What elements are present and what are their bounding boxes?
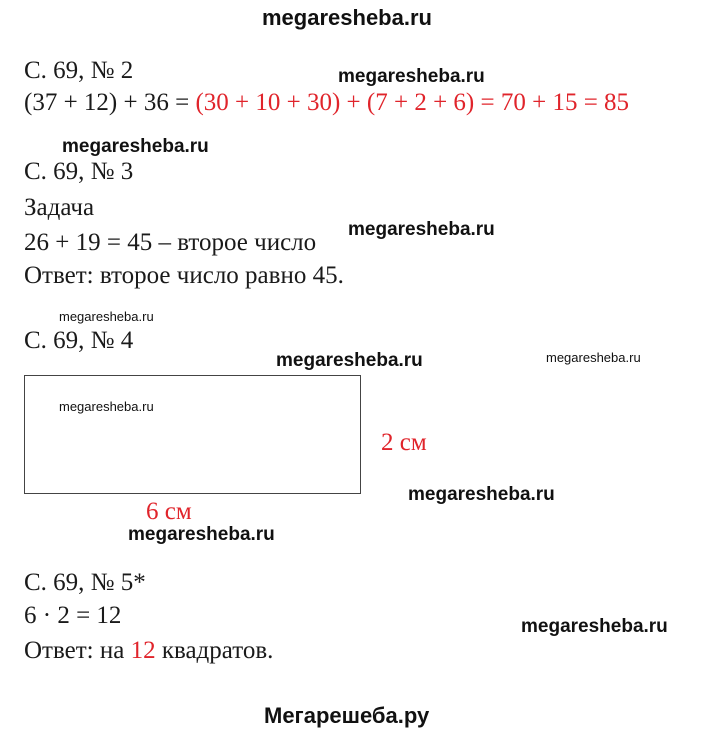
exercise-3-solution: 26 + 19 = 45 – второе число (24, 229, 317, 256)
expression-solution: (30 + 10 + 30) + (7 + 2 + 6) = 70 + 15 = 85 (195, 89, 630, 116)
site-header: megaresheba.ru (262, 5, 432, 30)
site-footer: Мегарешеба.ру (264, 703, 430, 728)
watermark: megaresheba.ru (59, 309, 154, 324)
width-label: 6 см (146, 498, 192, 525)
exercise-4-title: С. 69, № 4 (24, 327, 134, 354)
watermark: megaresheba.ru (546, 350, 641, 365)
watermark: megaresheba.ru (59, 399, 154, 414)
exercise-3-label: Задача (24, 194, 95, 221)
exercise-5-title: С. 69, № 5* (24, 569, 146, 596)
exercise-2-title: С. 69, № 2 (24, 57, 134, 84)
watermark: megaresheba.ru (338, 66, 485, 87)
watermark: megaresheba.ru (276, 350, 423, 371)
answer-prefix: Ответ: на (24, 637, 131, 664)
watermark: megaresheba.ru (128, 524, 275, 545)
watermark: megaresheba.ru (521, 616, 668, 637)
watermark: megaresheba.ru (348, 219, 495, 240)
exercise-3-answer: Ответ: второе число равно 45. (24, 262, 344, 289)
expression-left: (37 + 12) + 36 = (24, 89, 196, 116)
exercise-2-expression (24, 88, 629, 118)
exercise-5-answer (24, 636, 273, 666)
watermark: megaresheba.ru (62, 136, 209, 157)
height-label: 2 см (381, 429, 427, 456)
exercise-3-title: С. 69, № 3 (24, 158, 134, 185)
rectangle-drawing (24, 375, 361, 494)
watermark: megaresheba.ru (408, 484, 555, 505)
exercise-5-calculation: 6 · 2 = 12 (24, 602, 122, 629)
answer-number: 12 (130, 637, 156, 664)
answer-suffix: квадратов. (155, 637, 274, 664)
